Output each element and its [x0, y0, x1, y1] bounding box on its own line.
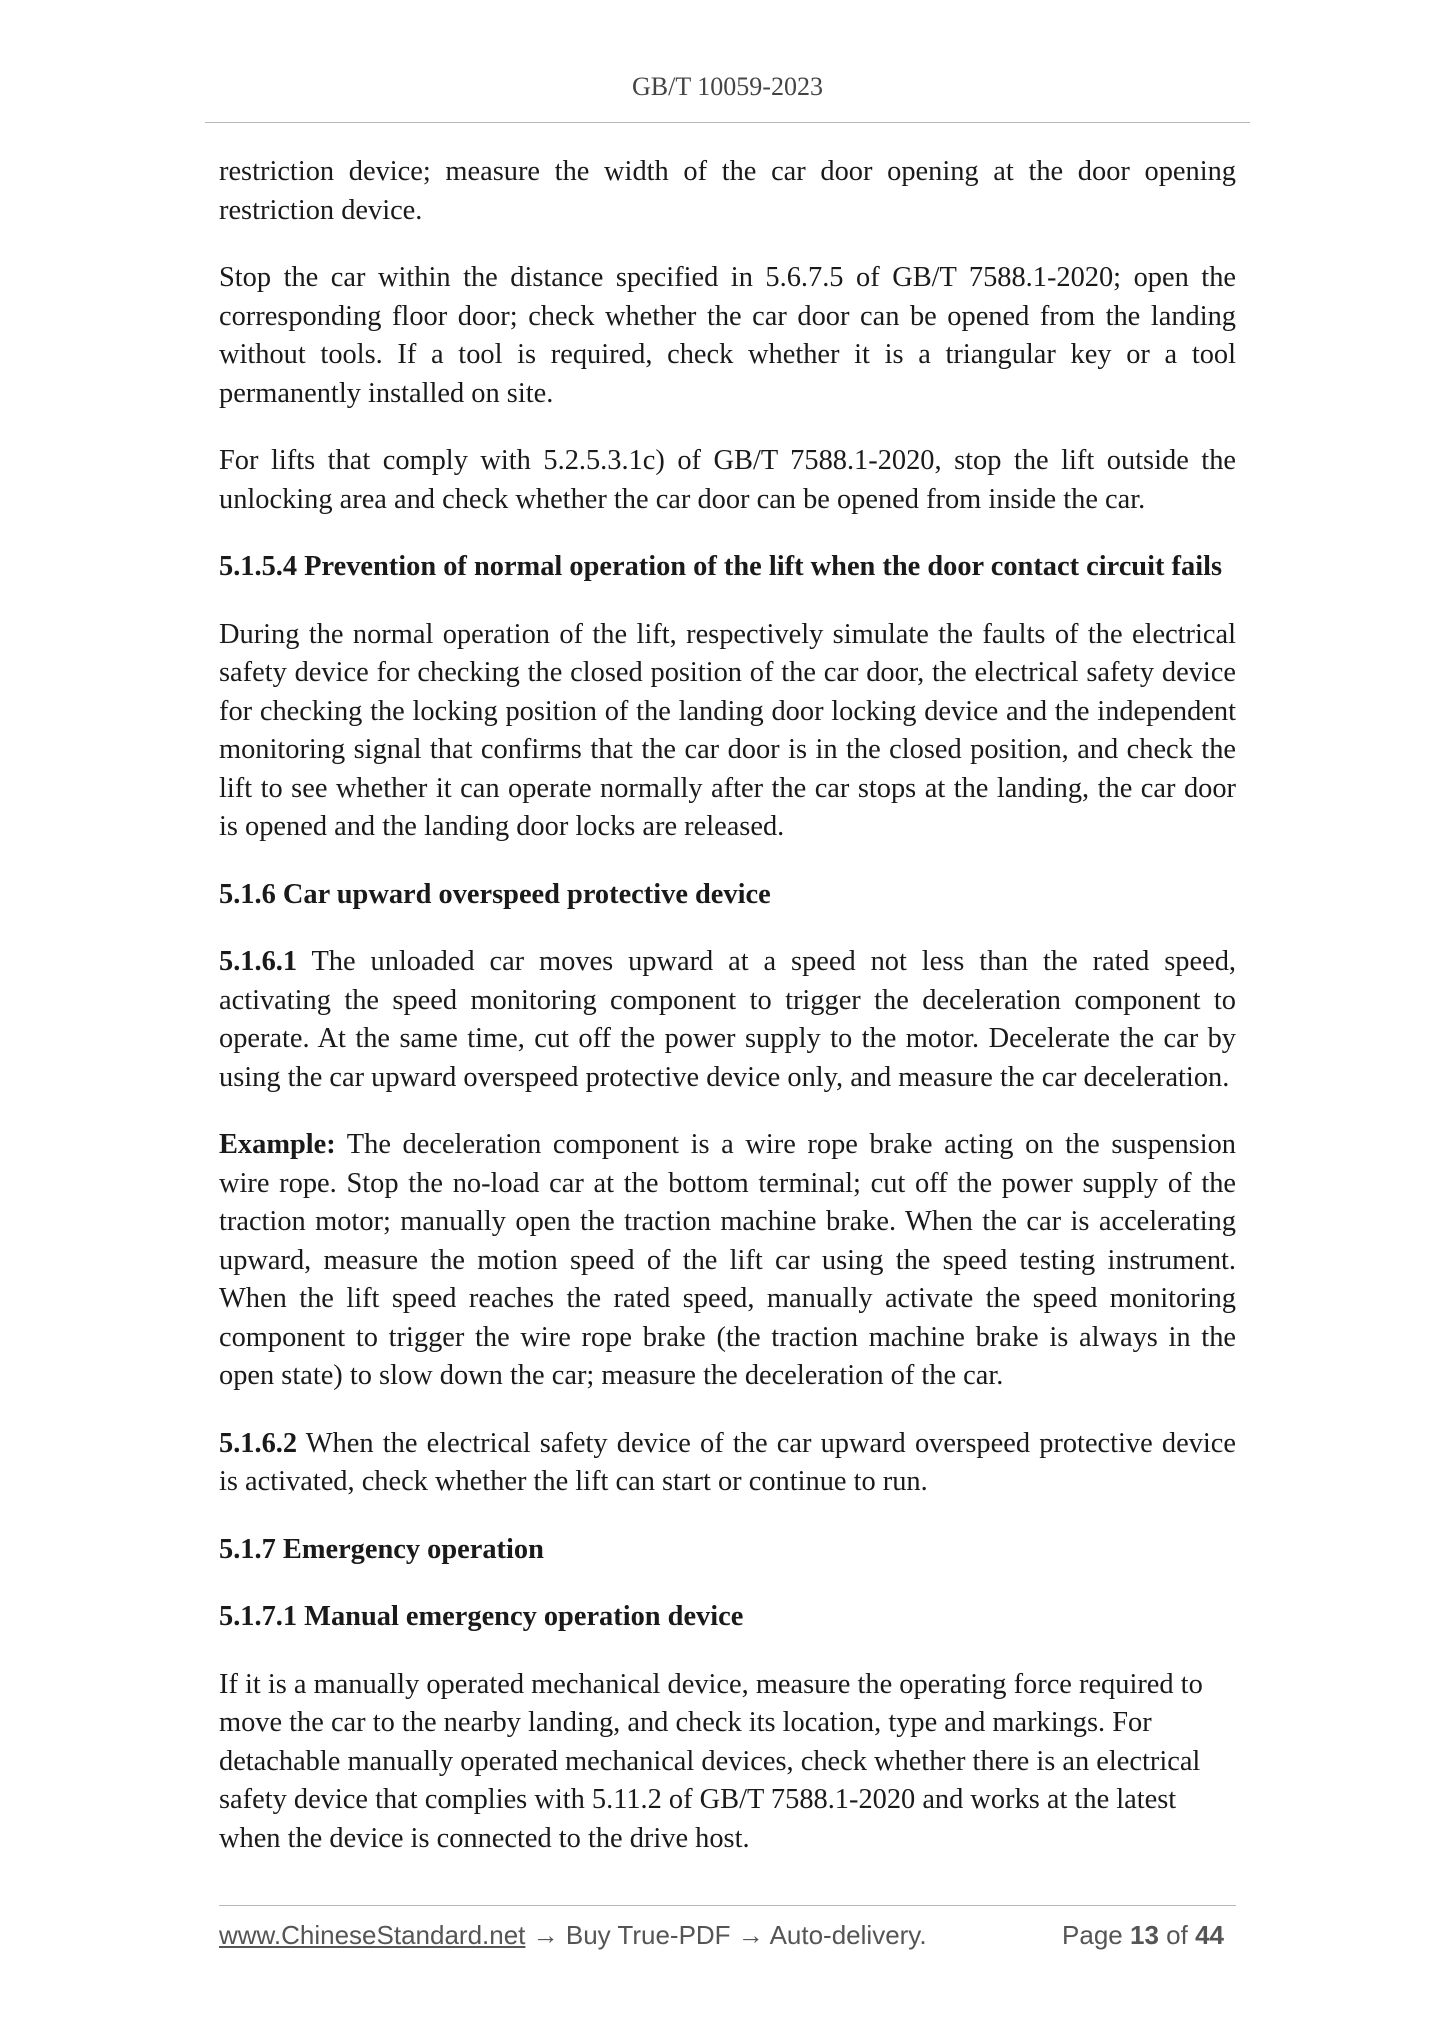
heading-5-1-6: 5.1.6 Car upward overspeed protective device: [219, 878, 771, 910]
site-link[interactable]: www.ChineseStandard.net: [219, 1920, 526, 1950]
footer-tagline: → Buy True-PDF → Auto-delivery.: [525, 1920, 927, 1950]
page-label: Page: [1062, 1920, 1123, 1950]
paragraph-door-contact-fault: During the normal operation of the lift, respectively simulate the faults of the electrical safety device for checking the closed position of the car door, the electrical safety device for checking the locking position of the landing door locking device and the independent monitoring signal that confirms that the car door is in the closed position, and check the lift to see whether it can operate normally after the car stops at the landing, the car door is opened and the landing door locks are released.: [219, 618, 1236, 842]
paragraph-example: [219, 1126, 1236, 1396]
paragraph-5-1-6-2: [219, 1425, 1236, 1502]
footer-divider: [219, 1905, 1236, 1906]
running-header: GB/T 10059-2023: [632, 72, 823, 101]
page-footer: [219, 1920, 1236, 1951]
paragraph-manual-device: If it is a manually operated mechanical device, measure the operating force required to move the car to the nearby landing, and check its location, type and markings. For detachable manually operated mechanical devices, check whether there is an electrical safety device that complies with 5.11.2 of GB/T 7588.1-2020 and works at the latest when the device is connected to the drive host.: [219, 1668, 1203, 1854]
heading-5-1-5-4: 5.1.5.4 Prevention of normal operation of the lift when the door contact circuit fails: [219, 551, 1223, 582]
clause-number: 5.1.6.1: [219, 946, 298, 977]
example-label: Example:: [219, 1129, 336, 1160]
page-indicator: [1062, 1920, 1224, 1951]
of-label: of: [1166, 1920, 1188, 1950]
paragraph-unlocking-area: For lifts that comply with 5.2.5.3.1c) of GB/T 7588.1-2020, stop the lift outside the unlocking area and check whether the car door can be opened from inside the car.: [219, 445, 1236, 515]
clause-text: When the electrical safety device of the car upward overspeed protective device is activated, check whether the lift can start or continue to run.: [219, 1427, 1236, 1497]
page-content: [219, 153, 1236, 1887]
header-divider: [205, 122, 1250, 123]
clause-number: 5.1.6.2: [219, 1427, 298, 1459]
example-text: The deceleration component is a wire rope brake acting on the suspension wire rope. Stop the no-load car at the bottom terminal; cut off the power supply of the traction motor; manually open the traction machine brake. When the car is accelerating upward, measure the motion speed of the lift car using the speed testing instrument. When the lift speed reaches the rated speed, manually activate the speed monitoring component to trigger the wire rope brake (the traction machine brake is always in the open state) to slow down the car; measure the deceleration of the car.: [219, 1129, 1236, 1391]
page-current: 13: [1130, 1920, 1159, 1950]
paragraph-continued: restriction device; measure the width of the car door opening at the door opening restriction device.: [219, 156, 1236, 226]
heading-5-1-7-1: 5.1.7.1 Manual emergency operation device: [219, 1601, 744, 1632]
clause-text: The unloaded car moves upward at a speed not less than the rated speed, activating the speed monitoring component to trigger the deceleration component to operate. At the same time, cut off the power supply to the motor. Decelerate the car by using the car upward overspeed protective device only, and measure the car deceleration.: [219, 946, 1236, 1093]
heading-5-1-7: 5.1.7 Emergency operation: [219, 1533, 544, 1565]
paragraph-landing-door-check: Stop the car within the distance specified in 5.6.7.5 of GB/T 7588.1-2020; open the corresponding floor door; check whether the car door can be opened from the landing without tools. If a tool is required, check whether it is a triangular key or a tool permanently installed on site.: [219, 262, 1236, 409]
paragraph-5-1-6-1: [219, 943, 1236, 1097]
page-total: 44: [1195, 1920, 1224, 1950]
